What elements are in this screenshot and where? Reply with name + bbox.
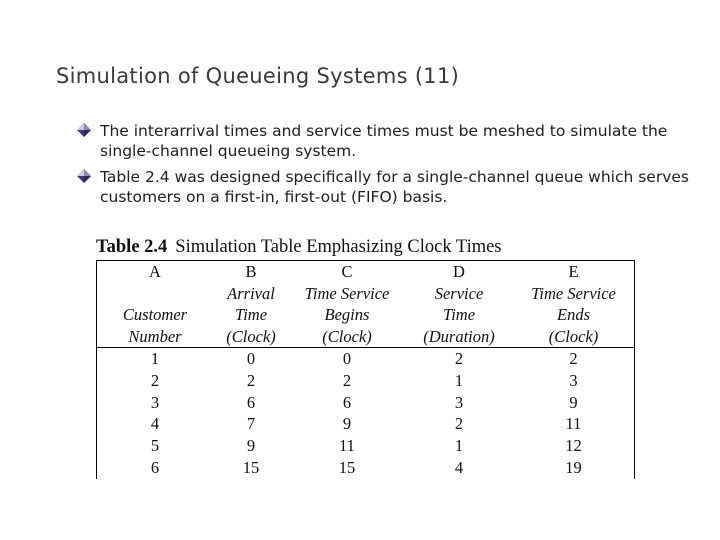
bullet-text: The interarrival times and service times must be meshed to simulate the single-channel queueing system. [100,122,668,160]
bullet-item [76,167,696,207]
table-cell: 11 [565,414,582,434]
table-row [97,457,634,479]
table-cell: 6 [150,457,160,477]
header-cell: (Clock) [289,326,405,348]
table-caption [96,236,636,258]
column-letter: B [245,262,257,281]
table-cell: 7 [246,414,256,434]
table-cell: 3 [569,371,578,391]
table-cell: 1 [454,436,464,456]
column-letter: A [149,262,161,281]
table-row [97,348,634,370]
table-cell: 2 [569,349,578,369]
table-cell: 4 [454,457,464,477]
diamond-bullet-icon [76,122,92,138]
table-cell: 5 [150,436,160,456]
table-caption-number: Table 2.4 [96,237,168,257]
table-cell: 9 [246,436,256,456]
header-cell: (Clock) [213,326,289,348]
table-cell: 2 [246,371,256,391]
table-cell: 12 [565,436,582,456]
header-cell: Time [442,305,476,325]
header-cell: Begins [324,305,370,325]
table-cell: 6 [246,392,256,412]
table-frame [96,260,635,479]
simulation-table [97,261,634,479]
header-cell: Number [97,326,213,348]
table-cell: 2 [454,349,464,369]
header-cell: Time Service [531,283,616,303]
table-cell: 2 [454,414,464,434]
table-cell: 1 [150,349,160,369]
table-cell: 6 [342,392,352,412]
header-cell: (Clock) [513,326,634,348]
table-cell: 0 [246,349,256,369]
bullet-list [76,121,696,213]
diamond-bullet-icon [76,168,92,184]
table-row [97,413,634,435]
table-cell: 9 [569,392,578,412]
table-cell: 3 [150,392,160,412]
bullet-item [76,121,696,161]
header-row [97,283,634,305]
header-cell: (Duration) [405,326,513,348]
simulation-table-figure [96,236,636,477]
table-cell: 15 [338,457,356,477]
table-cell: 0 [342,349,352,369]
table-caption-title: Simulation Table Emphasizing Clock Times [175,237,502,257]
table-cell: 3 [454,392,464,412]
header-cell: Time [234,305,268,325]
table-cell: 9 [342,414,352,434]
table-cell: 11 [339,436,355,456]
header-cell: Arrival [227,283,275,303]
header-cell: Service [434,283,484,303]
column-letter: D [453,262,465,281]
header-cell: Ends [557,305,590,325]
header-cell [97,283,213,305]
table-cell: 1 [454,371,464,391]
column-letter: C [341,262,353,281]
table-cell: 2 [342,371,352,391]
table-cell: 19 [565,457,582,477]
header-cell: Customer [122,305,188,325]
slide-title: Simulation of Queueing Systems (11) [56,64,460,88]
table-cell: 4 [150,414,160,434]
bullet-text: Table 2.4 was designed specifically for a single-channel queue which serves customers on a first-in, first-out (FIFO) basis. [100,168,689,206]
table-row [97,370,634,392]
header-row [97,326,634,348]
table-row [97,435,634,457]
table-row [97,392,634,414]
header-row [97,304,634,326]
column-letter: E [568,262,579,281]
header-cell: Time Service [304,283,390,303]
table-cell: 2 [150,371,160,391]
table-cell: 15 [242,457,260,477]
column-letter-row [97,261,634,283]
